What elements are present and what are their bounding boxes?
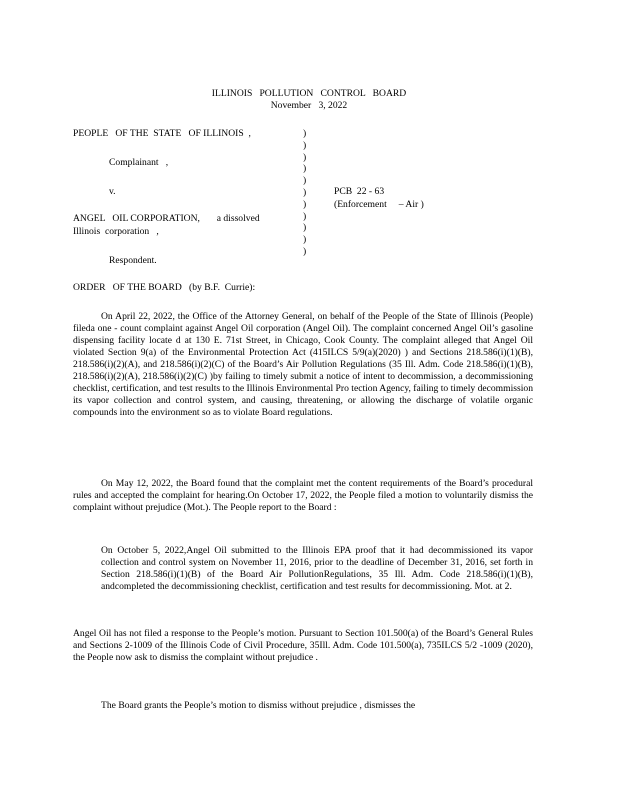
respondent-label: Respondent. — [109, 255, 157, 266]
block-quote-motion: On October 5, 2022,Angel Oil submitted to the Illinois EPA proof that it had decommissioned its vapor collection and control system on November 11, 2016, prior to the deadline of December 31, 2016, set forth in Section 218.586(i)(1)(B) of the Board Air PollutionRegulations, 35 Ill. Adm. Code 218.586(i)(1)(B), andcompleted the decommissioning checklist, certification and test results for decommissioning. Mot. at 2. — [101, 545, 533, 592]
case-type: (Enforcement – Air ) — [334, 199, 424, 210]
paragraph-no-response: Angel Oil has not filed a response to the People’s motion. Pursuant to Section 101.500(a) of the Board’s General Rules and Sections 2-1009 of the Illinois Code of Civil Procedure, 35Ill. Adm. Code 101.500(a), 735ILCS 5/2 -1009 (2020), the People now ask to dismiss the complaint without prejudice . — [73, 628, 533, 663]
order-date: November 3, 2022 — [270, 100, 348, 111]
complainant-label: Complainant , — [109, 157, 169, 168]
paragraph-board-grants: The Board grants the People’s motion to dismiss without prejudice , dismisses the — [101, 700, 416, 711]
paragraph-motion-filed: On May 12, 2022, the Board found that the complaint met the content requirements of the Board’s procedural rules and accepted the complaint for hearing.On October 17, 2022, the People filed a motion to voluntarily dismiss the complaint without prejudice (Mot.). The People report to the Board : — [73, 478, 533, 513]
defendant-name-line1: ANGEL OIL CORPORATION, a dissolved — [73, 213, 260, 224]
paragraph-complaint-summary: On April 22, 2022, the Office of the Attorney General, on behalf of the People of the State of Illinois (People) fileda one - count complaint against Angel Oil corporation (Angel Oil). The complaint concerned Angel Oil’s gasoline dispensing facility locate d at 130 E. 71st Street, in Chicago, Cook County. The complaint alleged that Angel Oil violated Section 9(a) of the Environmental Protection Act (415ILCS 5/9(a)(2020) ) and Sections 218.586(i)(1)(B), 218.586(i)(2)(A), and 218.586(i)(2)(C) of the Board’s Air Pollution Regulations (35 Ill. Adm. Code 218.586(i)(1)(B), 218.586(i)(2)(A), 218.586(i)(2)(C) )by failing to timely submit a notice of intent to decommission, a decommissioning checklist, certification, and test results to the Illinois Environmental Pro tection Agency, failing to timely decommission its vapor collection and control system, and causing, threatening, or allowing the discharge of volatile organic compounds into the environment so as to violate Board regulations. — [73, 311, 533, 418]
case-number: PCB 22 - 63 — [334, 186, 385, 197]
caption-parentheses: ) ) ) ) ) ) ) ) ) ) ) — [303, 128, 307, 257]
board-heading: ILLINOIS POLLUTION CONTROL BOARD — [211, 88, 407, 99]
order-heading: ORDER OF THE BOARD (by B.F. Currie): — [73, 282, 256, 293]
plaintiff-name: PEOPLE OF THE STATE OF ILLINOIS , — [73, 128, 251, 139]
defendant-name-line2: Illinois corporation , — [73, 226, 159, 237]
versus-label: v. — [109, 186, 116, 197]
